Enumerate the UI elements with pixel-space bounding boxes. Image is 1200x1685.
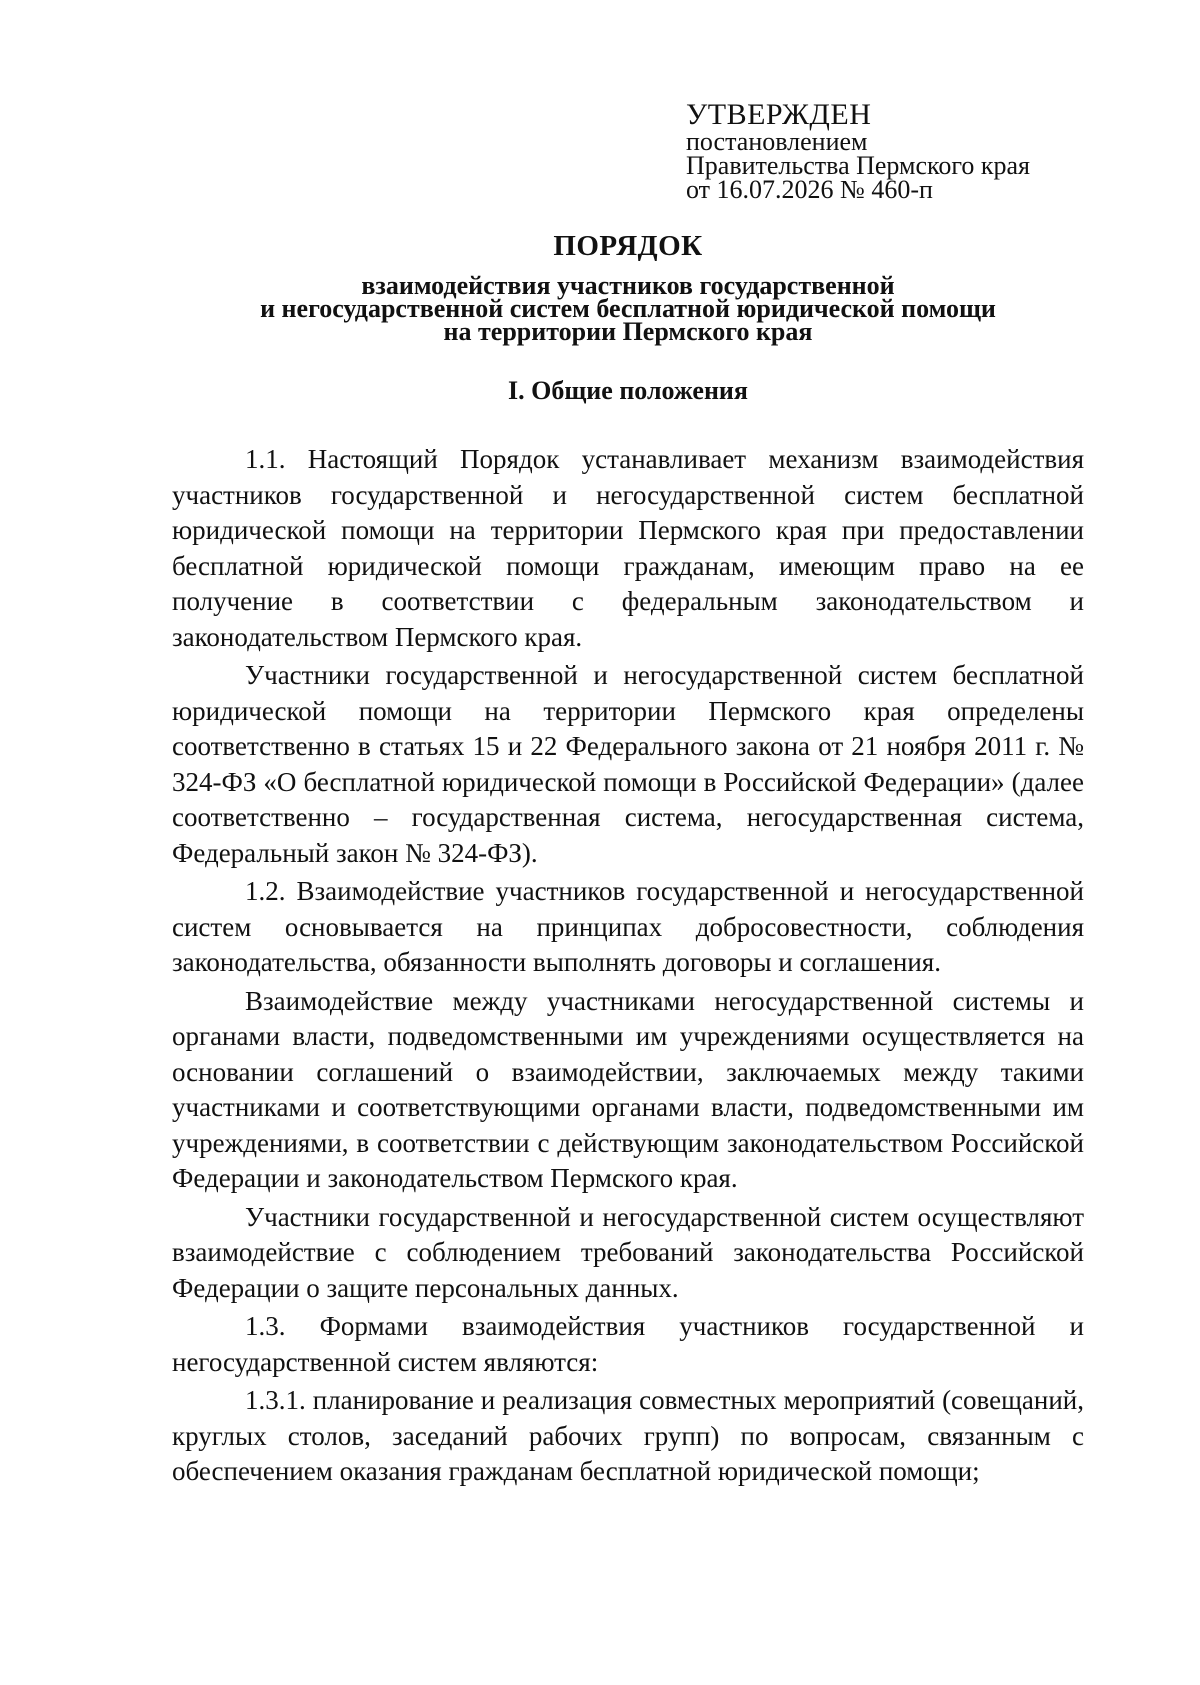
paragraph: 1.3. Формами взаимодействия участников государственной и негосударственной систем являются: — [172, 1311, 1084, 1377]
paragraph: 1.3.1. планирование и реализация совместных мероприятий (совещаний, круглых столов, заседаний рабочих групп) по вопросам, связанным с обеспечением оказания гражданам бесплатной юридической помощи; — [172, 1385, 1084, 1486]
document-title — [150, 228, 1106, 346]
subtitle-line: взаимодействия участников государственной — [361, 271, 895, 300]
approval-line: постановлением — [686, 127, 868, 156]
paragraph: 1.1. Настоящий Порядок устанавливает механизм взаимодействия участников государственной и негосударственной систем бесплатной юридической помощи на территории Пермского края при предоставлении бесплатной юридической помощи гражданам, имеющим право на ее получение в соответствии с федеральным законодательством и законодательством Пермского края. — [172, 444, 1084, 652]
section-heading: I. Общие положения — [508, 376, 748, 405]
paragraph: Взаимодействие между участниками негосударственной системы и органами власти, подведомственными им учреждениями осуществляется на основании соглашений о взаимодействии, заключаемых между такими участниками и соответствующими органами власти, подведомственными им учреждениями, в соответствии с действующим законодательством Российской Федерации и законодательством Пермского края. — [172, 985, 1084, 1193]
approval-line: Правительства Пермского края — [686, 151, 1030, 180]
document-body — [172, 442, 1084, 1493]
paragraph: Участники государственной и негосударственной систем бесплатной юридической помощи на территории Пермского края определены соответственно в статьях 15 и 22 Федерального закона от 21 ноября 2011 г. № 324-ФЗ «О бесплатной юридической помощи в Российской Федерации» (далее соответственно – государственная система, негосударственная система, Федеральный закон № 324-ФЗ). — [172, 660, 1084, 868]
approval-line: от 16.07.2026 № 460-п — [686, 175, 933, 204]
approval-stamp-title: УТВЕРЖДЕН — [686, 98, 872, 131]
document-title-subtitle — [150, 271, 1106, 346]
approval-stamp — [686, 100, 1106, 202]
document-title-main: ПОРЯДОК — [553, 230, 703, 262]
paragraph: Участники государственной и негосударственной систем осуществляют взаимодействие с соблюдением требований законодательства Российской Федерации о защите персональных данных. — [172, 1201, 1084, 1303]
subtitle-line: и негосударственной систем бесплатной юридической помощи — [260, 294, 996, 323]
paragraph: 1.2. Взаимодействие участников государственной и негосударственной систем основывается на принципах добросовестности, соблюдения законодательства, обязанности выполнять договоры и соглашения. — [172, 876, 1084, 977]
subtitle-line: на территории Пермского края — [443, 317, 813, 346]
